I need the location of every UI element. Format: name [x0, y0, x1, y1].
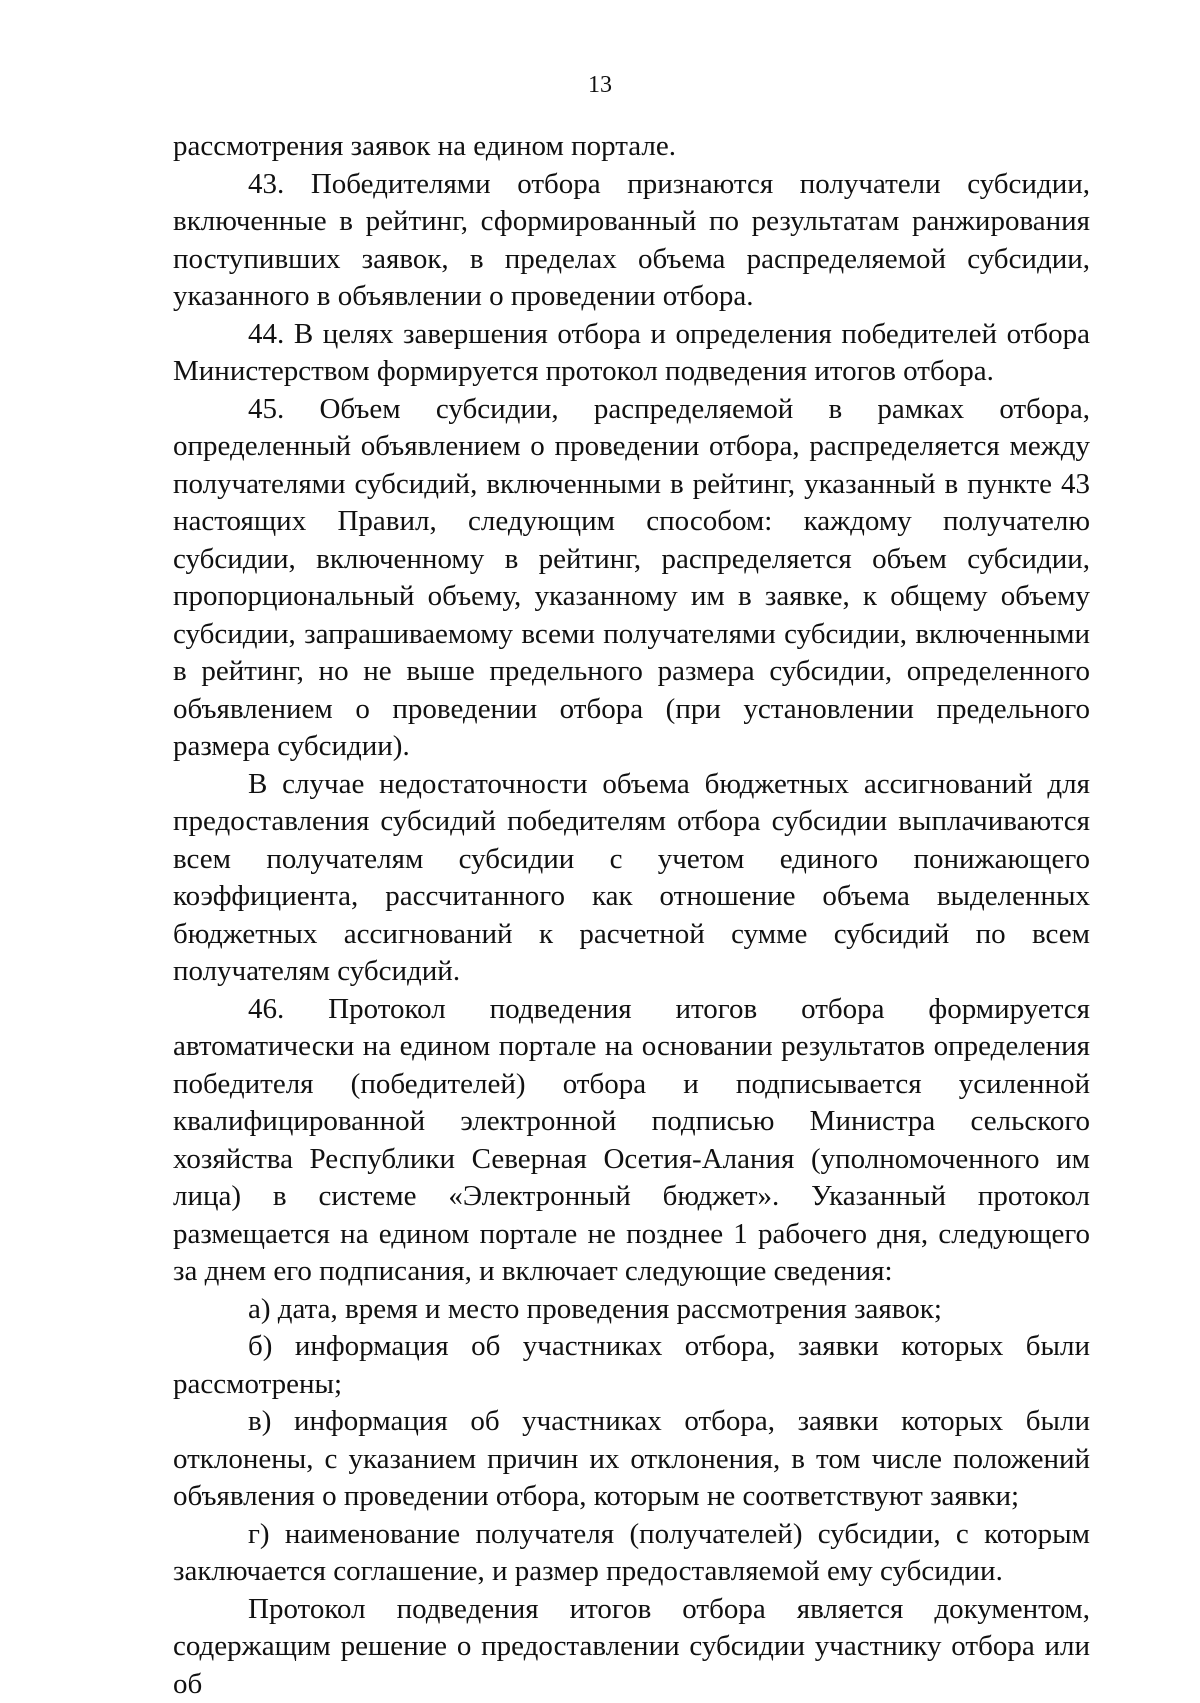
document-body — [173, 128, 1090, 1703]
paragraph-continuation: рассмотрения заявок на едином портале. — [173, 128, 1090, 166]
list-item-g: г) наименование получателя (получателей) субсидии, с которым заключается соглашение, и размер предоставляемой ему субсидии. — [173, 1516, 1090, 1591]
paragraph-45-insufficiency: В случае недостаточности объема бюджетных ассигнований для предоставления субсидий победителям отбора субсидии выплачиваются всем получателям субсидии с учетом единого понижающего коэффициента, рассчитанного как отношение объема выделенных бюджетных ассигнований к расчетной сумме субсидий по всем получателям субсидий. — [173, 766, 1090, 991]
paragraph-43: 43. Победителями отбора признаются получатели субсидии, включенные в рейтинг, сформированный по результатам ранжирования поступивших заявок, в пределах объема распределяемой субсидии, указанного в объявлении о проведении отбора. — [173, 166, 1090, 316]
paragraph-46: 46. Протокол подведения итогов отбора формируется автоматически на едином портале на основании результатов определения победителя (победителей) отбора и подписывается усиленной квалифицированной электронной подписью Министра сельского хозяйства Республики Северная Осетия-Алания (уполномоченного им лица) в системе «Электронный бюджет». Указанный протокол размещается на едином портале не позднее 1 рабочего дня, следующего за днем его подписания, и включает следующие сведения: — [173, 991, 1090, 1291]
paragraph-protocol-decision: Протокол подведения итогов отбора является документом, содержащим решение о предоставлении субсидии участнику отбора или об — [173, 1591, 1090, 1703]
list-item-b: б) информация об участниках отбора, заявки которых были рассмотрены; — [173, 1328, 1090, 1403]
page-number: 13 — [0, 70, 1200, 100]
paragraph-44: 44. В целях завершения отбора и определения победителей отбора Министерством формируется протокол подведения итогов отбора. — [173, 316, 1090, 391]
list-item-a: а) дата, время и место проведения рассмотрения заявок; — [173, 1291, 1090, 1329]
paragraph-45: 45. Объем субсидии, распределяемой в рамках отбора, определенный объявлением о проведении отбора, распределяется между получателями субсидий, включенными в рейтинг, указанный в пункте 43 настоящих Правил, следующим способом: каждому получателю субсидии, включенному в рейтинг, распределяется объем субсидии, пропорциональный объему, указанному им в заявке, к общему объему субсидии, запрашиваемому всеми получателями субсидии, включенными в рейтинг, но не выше предельного размера субсидии, определенного объявлением о проведении отбора (при установлении предельного размера субсидии). — [173, 391, 1090, 766]
list-item-v: в) информация об участниках отбора, заявки которых были отклонены, с указанием причин их отклонения, в том числе положений объявления о проведении отбора, которым не соответствуют заявки; — [173, 1403, 1090, 1516]
